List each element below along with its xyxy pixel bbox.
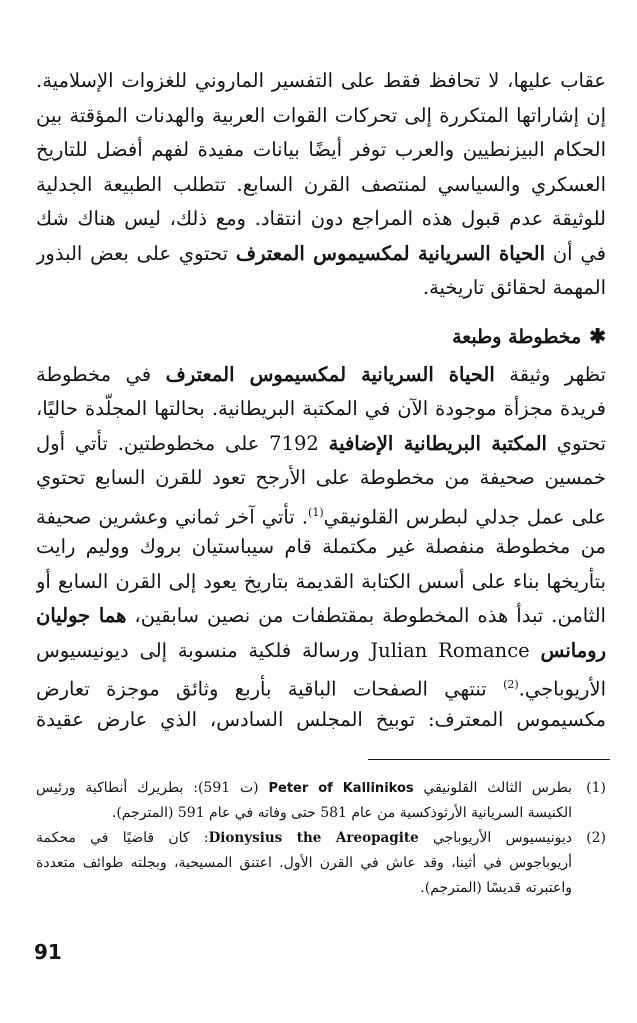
text-line [36, 427, 606, 462]
text-run: تظهر وثيقة [494, 362, 606, 386]
text-line: للوثيقة عدم قبول هذه المراجع دون انتقاد. ومع ذلك، ليس هناك شك [36, 207, 606, 230]
text-run: الثامن. تبدأ هذه المخطوطة بمقتطفات من نصين سابقين، [126, 604, 606, 627]
text-run: بطرس الثالث القلونيقي [413, 780, 573, 796]
text-line: عقاب عليها، لا تحافظ فقط على التفسير الماروني للغزوات الإسلامية. [36, 69, 606, 92]
text-line: مكسيموس المعترف: توبيخ المجلس السادس، الذي عارض عقيدة [36, 707, 606, 731]
text-run: ورسالة فلكية منسوبة إلى ديونيسيوس [36, 638, 360, 662]
text-run: الأريوباجي. [518, 677, 606, 701]
text-line [36, 358, 606, 393]
text-run: : كان قاضيًا في محكمة [36, 830, 209, 846]
text-line [36, 237, 606, 272]
text-line: بتأريخها بناء على أسس الكتابة القديمة بتاريخ يعود إلى القرن السابع أو [36, 569, 606, 593]
footnote-2-continuation [36, 851, 606, 876]
main-text [36, 64, 606, 737]
text-run: ديونيسيوس الأريوباجي [418, 830, 573, 846]
paragraph-2 [36, 358, 606, 738]
footnote-number: (2) [586, 830, 606, 846]
text-bold: هما جوليان [36, 604, 127, 627]
manuscript-name-bold: المكتبة البريطانية الإضافية [328, 431, 547, 455]
section-heading-text: مخطوطة وطبعة [452, 325, 582, 348]
footnote-2-continuation [36, 876, 606, 901]
footnote-2 [36, 826, 606, 851]
text-run: . تأتي آخر ثماني وعشرين صحيفة [36, 505, 309, 528]
footnote-ref-1: (1) [308, 505, 324, 519]
latin-name: Dionysius the Areopagite [208, 830, 419, 846]
latin-name: Peter of Kallinikos [268, 781, 414, 796]
text-run: في مخطوطة [36, 362, 166, 386]
text-run: واعتبرته قديسًا (المترجم). [420, 880, 572, 896]
text-line: إن إشاراتها المتكررة إلى تحركات القوات العربية والهدنات المؤقتة بين [36, 103, 606, 127]
text-run: أريوباجوس في أثينا، وقد عاش في القرن الأول. اعتنق المسيحية، وبجلته طوائف متعددة [36, 855, 572, 871]
footnote-divider [368, 759, 610, 760]
text-line [36, 496, 606, 531]
text-line: فريدة مجزأة موجودة الآن في المكتبة البريطانية. بحالتها المجلّدة حاليًا، [36, 397, 606, 420]
text-line [36, 634, 606, 669]
text-line [36, 668, 606, 703]
footnotes [36, 776, 606, 901]
text-run: تحتوي على بعض البذور [36, 241, 236, 265]
text-line: العسكري والسياسي لمنتصف القرن السابع. تتطلب الطبيعة الجدلية [36, 172, 606, 196]
text-run: الكنيسة السريانية الأرثوذكسية من عام 581 حتى وفاته في عام 591 (المترجم). [111, 805, 572, 821]
text-line [36, 599, 606, 634]
text-run: تحتوي [546, 431, 606, 455]
text-run: 7192 على مخطوطتين. تأتي أول [36, 431, 329, 455]
footnote-1-continuation [36, 801, 606, 826]
latin-title: Julian Romance [370, 638, 530, 662]
text-line: من مخطوطة منفصلة غير مكتملة قام سيباستيان بروك ووليم رايت [36, 535, 606, 558]
text-line: المهمة لحقائق تاريخية. [422, 276, 606, 299]
footnote-1 [36, 776, 606, 801]
book-title-bold: الحياة السريانية لمكسيموس المعترف [165, 362, 495, 386]
footnote-number: (1) [586, 780, 606, 796]
text-run: (ت 591): بطريرك أنطاكية ورئيس [36, 780, 269, 796]
text-bold: رومانس [540, 638, 606, 662]
asterisk-icon: ✱ [589, 323, 606, 348]
text-run: على عمل جدلي لبطرس القلونيقي [323, 505, 606, 528]
text-run: في أن [545, 241, 606, 265]
page-number: 91 [34, 940, 62, 964]
text-line: الحكام البيزنطيين والعرب توفر أيضًا بيانات مفيدة لفهم أفضل للتاريخ [36, 138, 606, 161]
paragraph-1 [36, 64, 606, 306]
book-title-bold: الحياة السريانية لمكسيموس المعترف [235, 241, 546, 265]
text-run: تنتهي الصفحات الباقية بأربع وثائق موجزة تعارض [36, 677, 504, 701]
text-line: خمسين صحيفة من مخطوطة على الأرجح تعود للقرن السابع تحتوي [36, 466, 606, 489]
section-heading [36, 314, 606, 358]
footnote-ref-2: (2) [503, 678, 519, 691]
